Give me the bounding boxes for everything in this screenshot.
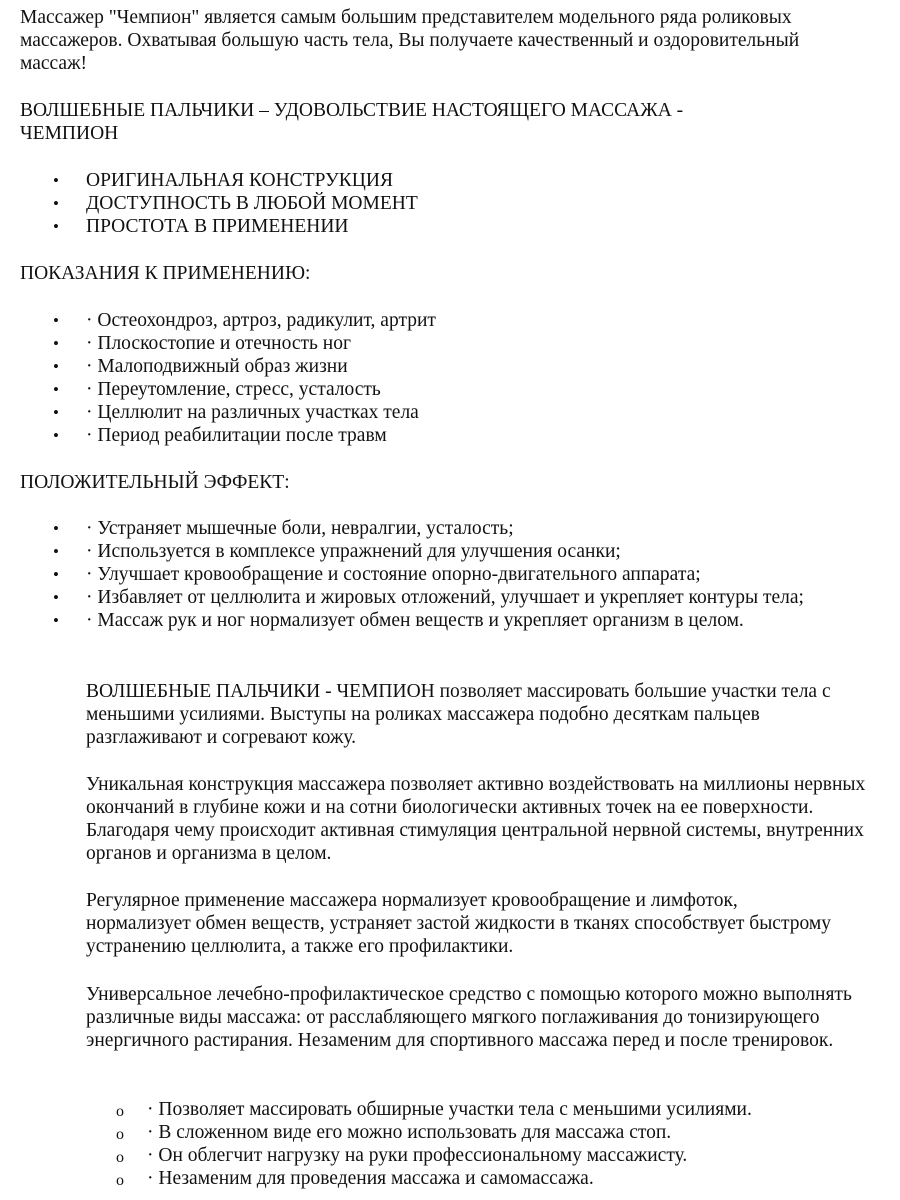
features-list: [0, 169, 880, 238]
list-item: • · Остеохондроз, артроз, радикулит, артрит: [0, 309, 880, 332]
list-item: • ДОСТУПНОСТЬ В ЛЮБОЙ МОМЕНТ: [0, 192, 880, 215]
list-item: • · Период реабилитации после травм: [0, 424, 880, 447]
body-paragraph: Уникальная конструкция массажера позволяет активно воздействовать на миллионы нервных окончаний в глубине кожи и на сотни биологически активных точек на ее поверхности. Благодаря чему происходит активная стимуляция центральной нервной системы, внутренних органов и организма в целом.: [86, 774, 866, 864]
advantages-list: [0, 1098, 880, 1190]
list-item: • · Устраняет мышечные боли, невралгии, усталость;: [0, 517, 860, 540]
indications-heading: ПОКАЗАНИЯ К ПРИМЕНЕНИЮ:: [20, 263, 311, 284]
intro-paragraph: Массажер "Чемпион" является самым большим представителем модельного ряда роликовых массажеров. Охватывая большую часть тела, Вы получаете качественный и оздоровительный массаж!: [20, 7, 800, 74]
list-item: o · Незаменим для проведения массажа и самомассажа.: [0, 1167, 880, 1190]
list-item: • · Целлюлит на различных участках тела: [0, 401, 880, 424]
effects-list: [0, 517, 860, 632]
list-item: o · В сложенном виде его можно использовать для массажа стоп.: [0, 1121, 880, 1144]
body-paragraph: ВОЛШЕБНЫЕ ПАЛЬЧИКИ - ЧЕМПИОН позволяет массировать большие участки тела с меньшими усилиями. Выступы на роликах массажера подобно десяткам пальцев разглаживают и согревают кожу.: [86, 681, 831, 748]
list-item: • · Избавляет от целлюлита и жировых отложений, улучшает и укрепляет контуры тела;: [0, 586, 846, 609]
list-item: • · Переутомление, стресс, усталость: [0, 378, 880, 401]
list-item: • · Массаж рук и ног нормализует обмен веществ и укрепляет организм в целом.: [0, 609, 860, 632]
list-item: • · Улучшает кровообращение и состояние опорно-двигательного аппарата;: [0, 563, 860, 586]
list-item: o · Он облегчит нагрузку на руки профессиональному массажисту.: [0, 1144, 880, 1167]
list-item: • ПРОСТОТА В ПРИМЕНЕНИИ: [0, 215, 880, 238]
list-item: • · Используется в комплексе упражнений для улучшения осанки;: [0, 540, 860, 563]
body-paragraph: Универсальное лечебно-профилактическое средство с помощью которого можно выполнять различные виды массажа: от расслабляющего мягкого поглаживания до тонизирующего энергичного растирания. Незаменим для спортивного массажа перед и после тренировок.: [86, 984, 852, 1051]
indications-list: [0, 309, 880, 447]
list-item: • · Малоподвижный образ жизни: [0, 355, 880, 378]
list-item: • · Плоскостопие и отечность ног: [0, 332, 880, 355]
body-paragraph: Регулярное применение массажера нормализует кровообращение и лимфоток, нормализует обмен веществ, устраняет застой жидкости в тканях способствует быстрому устранению целлюлита, а также его профилактики.: [86, 890, 831, 957]
effects-heading: ПОЛОЖИТЕЛЬНЫЙ ЭФФЕКТ:: [20, 472, 290, 493]
list-item: • ОРИГИНАЛЬНАЯ КОНСТРУКЦИЯ: [0, 169, 880, 192]
list-item: o · Позволяет массировать обширные участки тела с меньшими усилиями.: [0, 1098, 880, 1121]
main-heading: ВОЛШЕБНЫЕ ПАЛЬЧИКИ – УДОВОЛЬСТВИЕ НАСТОЯЩЕГО МАССАЖА - ЧЕМПИОН: [20, 100, 684, 144]
